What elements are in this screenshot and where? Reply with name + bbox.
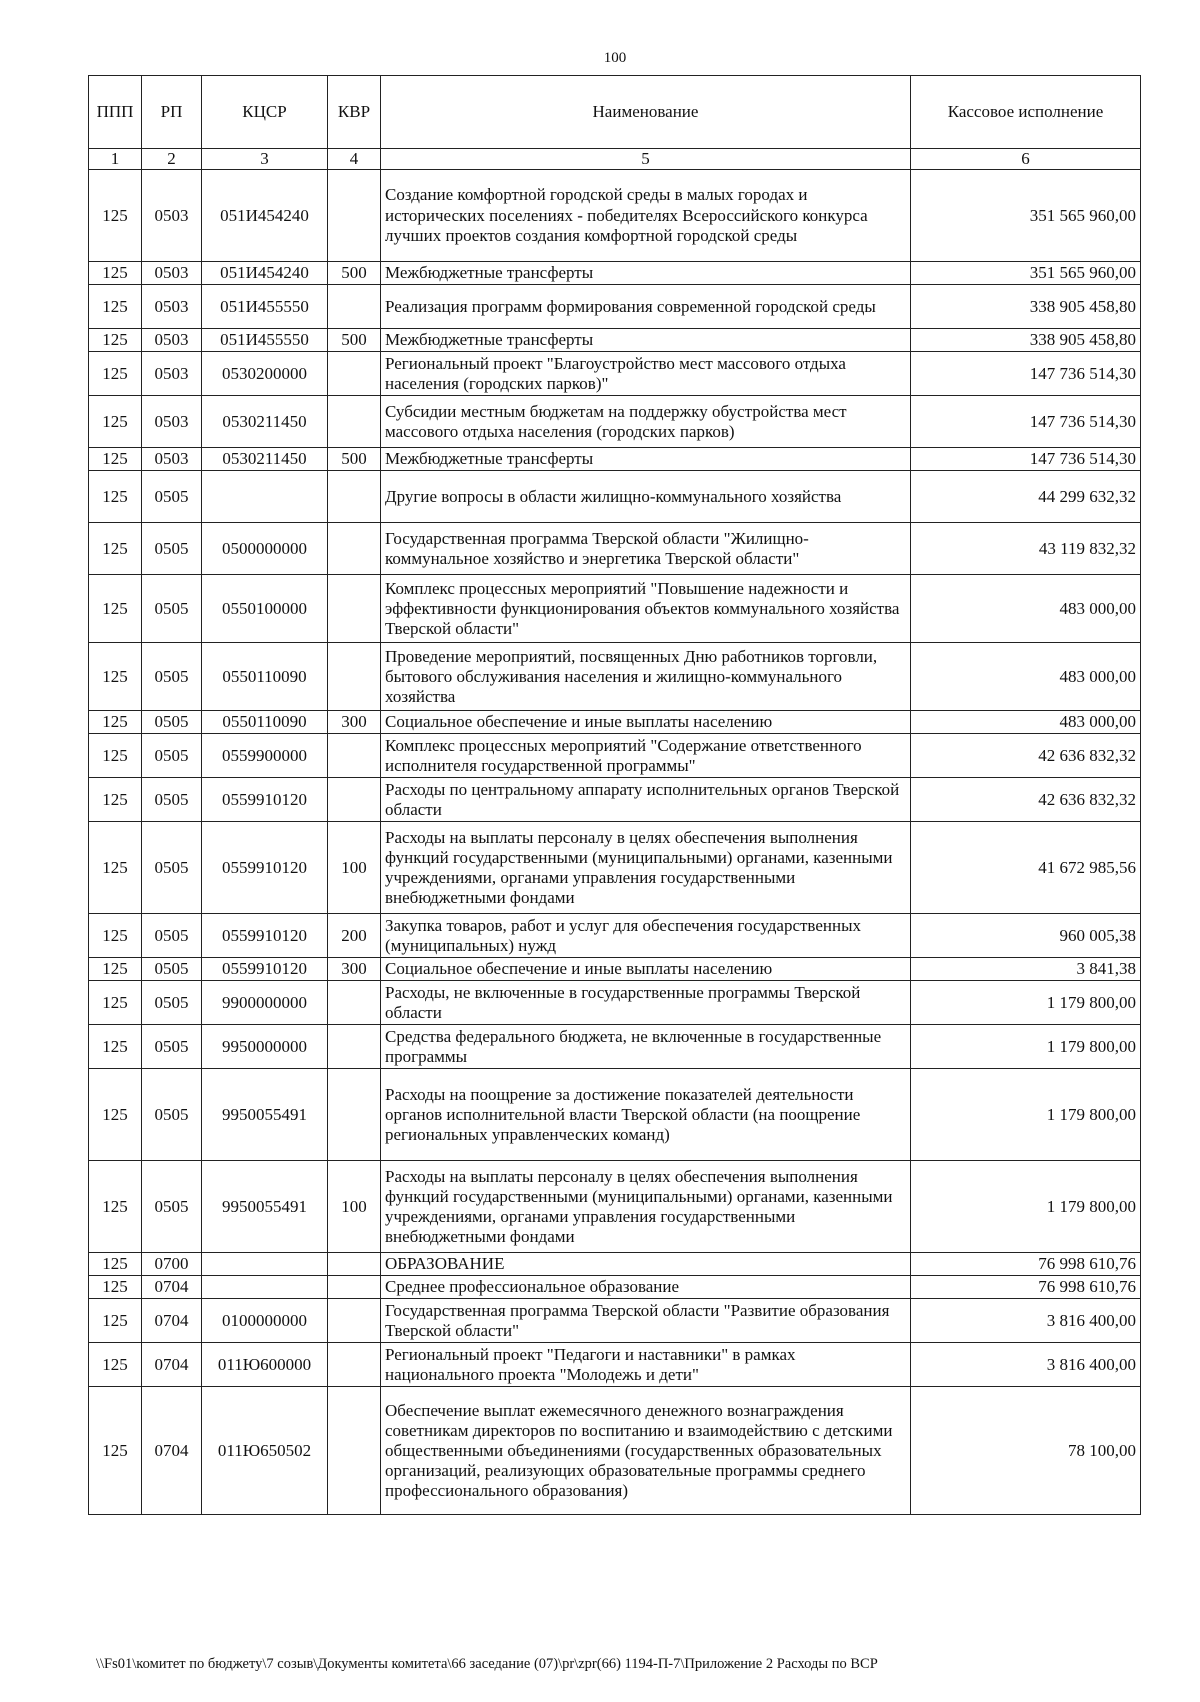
amount-cell: 338 905 458,80: [911, 285, 1141, 329]
ppp-cell: 125: [89, 170, 142, 262]
kvr-cell: [328, 575, 381, 643]
table-row: [89, 170, 1141, 262]
ppp-cell: 125: [89, 1387, 142, 1515]
rp-cell: 0700: [142, 1253, 202, 1276]
amount-cell: 338 905 458,80: [911, 329, 1141, 352]
amount-cell: 147 736 514,30: [911, 396, 1141, 448]
name-cell: Расходы на выплаты персоналу в целях обеспечения выполнения функций государственными (муниципальными) органами, казенными учреждениями, органами управления государственными внебюджетными фондами: [381, 822, 911, 914]
rp-cell: 0503: [142, 396, 202, 448]
table-row: [89, 1161, 1141, 1253]
kvr-cell: [328, 1276, 381, 1299]
amount-cell: 1 179 800,00: [911, 981, 1141, 1025]
kcsr-cell: [202, 1276, 328, 1299]
rp-cell: 0704: [142, 1387, 202, 1515]
table-row: [89, 448, 1141, 471]
kvr-cell: 500: [328, 262, 381, 285]
column-number: 4: [328, 149, 381, 170]
rp-cell: 0503: [142, 329, 202, 352]
name-cell: Создание комфортной городской среды в малых городах и исторических поселениях - победителях Всероссийского конкурса лучших проектов создания комфортной городской среды: [381, 170, 911, 262]
ppp-cell: 125: [89, 981, 142, 1025]
amount-cell: 41 672 985,56: [911, 822, 1141, 914]
table-row: [89, 471, 1141, 523]
name-cell: Региональный проект "Педагоги и наставники" в рамках национального проекта "Молодежь и дети": [381, 1343, 911, 1387]
table-row: [89, 352, 1141, 396]
kcsr-cell: [202, 471, 328, 523]
amount-cell: 43 119 832,32: [911, 523, 1141, 575]
name-cell: Расходы, не включенные в государственные программы Тверской области: [381, 981, 911, 1025]
ppp-cell: 125: [89, 914, 142, 958]
kvr-cell: 200: [328, 914, 381, 958]
ppp-cell: 125: [89, 523, 142, 575]
kvr-cell: [328, 1025, 381, 1069]
kcsr-cell: 0500000000: [202, 523, 328, 575]
ppp-cell: 125: [89, 448, 142, 471]
column-number: 5: [381, 149, 911, 170]
rp-cell: 0503: [142, 170, 202, 262]
rp-cell: 0505: [142, 471, 202, 523]
table-row: [89, 1343, 1141, 1387]
name-cell: Другие вопросы в области жилищно-коммунального хозяйства: [381, 471, 911, 523]
rp-cell: 0704: [142, 1276, 202, 1299]
table-row: [89, 285, 1141, 329]
kvr-cell: [328, 523, 381, 575]
table-row: [89, 1069, 1141, 1161]
rp-cell: 0704: [142, 1299, 202, 1343]
column-number: 3: [202, 149, 328, 170]
ppp-cell: 125: [89, 575, 142, 643]
kcsr-cell: 0550110090: [202, 643, 328, 711]
expenditure-table: [88, 75, 1141, 1515]
amount-cell: 960 005,38: [911, 914, 1141, 958]
table-row: [89, 643, 1141, 711]
table-row: [89, 914, 1141, 958]
name-cell: Реализация программ формирования современной городской среды: [381, 285, 911, 329]
name-cell: Межбюджетные трансферты: [381, 262, 911, 285]
kcsr-cell: 0530211450: [202, 396, 328, 448]
header-cash-execution: Кассовое исполнение: [911, 76, 1141, 149]
header-name: Наименование: [381, 76, 911, 149]
rp-cell: 0503: [142, 285, 202, 329]
name-cell: Среднее профессиональное образование: [381, 1276, 911, 1299]
kvr-cell: 100: [328, 822, 381, 914]
table-row: [89, 1299, 1141, 1343]
name-cell: Комплекс процессных мероприятий "Содержание ответственного исполнителя государственной программы": [381, 734, 911, 778]
kcsr-cell: 0559910120: [202, 958, 328, 981]
table-row: [89, 396, 1141, 448]
footer-file-path: \\Fs01\комитет по бюджету\7 созыв\Документы комитета\66 заседание (07)\pr\zpr(66) 1194-П-7\Приложение 2 Расходы по ВСР: [96, 1656, 878, 1672]
column-number: 2: [142, 149, 202, 170]
ppp-cell: 125: [89, 1276, 142, 1299]
kcsr-cell: 051И455550: [202, 329, 328, 352]
amount-cell: 483 000,00: [911, 575, 1141, 643]
amount-cell: 483 000,00: [911, 711, 1141, 734]
amount-cell: 1 179 800,00: [911, 1025, 1141, 1069]
kvr-cell: 100: [328, 1161, 381, 1253]
ppp-cell: 125: [89, 1025, 142, 1069]
kvr-cell: [328, 981, 381, 1025]
column-number: 6: [911, 149, 1141, 170]
kcsr-cell: 011Ю650502: [202, 1387, 328, 1515]
name-cell: Социальное обеспечение и иные выплаты населению: [381, 958, 911, 981]
column-number-row: [89, 149, 1141, 170]
kvr-cell: [328, 778, 381, 822]
table-row: [89, 262, 1141, 285]
kvr-cell: [328, 285, 381, 329]
table-row: [89, 711, 1141, 734]
amount-cell: 42 636 832,32: [911, 778, 1141, 822]
table-row: [89, 778, 1141, 822]
name-cell: Проведение мероприятий, посвященных Дню работников торговли, бытового обслуживания населения и жилищно-коммунального хозяйства: [381, 643, 911, 711]
name-cell: Региональный проект "Благоустройство мест массового отдыха населения (городских парков)": [381, 352, 911, 396]
page-number: 100: [603, 50, 627, 66]
kvr-cell: [328, 1253, 381, 1276]
kcsr-cell: 0530211450: [202, 448, 328, 471]
kcsr-cell: 0550100000: [202, 575, 328, 643]
rp-cell: 0503: [142, 448, 202, 471]
ppp-cell: 125: [89, 958, 142, 981]
kcsr-cell: 9950055491: [202, 1161, 328, 1253]
kcsr-cell: 0559910120: [202, 822, 328, 914]
kcsr-cell: 9900000000: [202, 981, 328, 1025]
ppp-cell: 125: [89, 285, 142, 329]
kvr-cell: [328, 471, 381, 523]
kvr-cell: 300: [328, 958, 381, 981]
name-cell: Расходы по центральному аппарату исполнительных органов Тверской области: [381, 778, 911, 822]
kcsr-cell: 9950055491: [202, 1069, 328, 1161]
amount-cell: 483 000,00: [911, 643, 1141, 711]
header-rp: РП: [142, 76, 202, 149]
ppp-cell: 125: [89, 1343, 142, 1387]
rp-cell: 0505: [142, 1069, 202, 1161]
name-cell: Государственная программа Тверской области "Развитие образования Тверской области": [381, 1299, 911, 1343]
ppp-cell: 125: [89, 1253, 142, 1276]
ppp-cell: 125: [89, 262, 142, 285]
kcsr-cell: 0559900000: [202, 734, 328, 778]
kcsr-cell: 011Ю600000: [202, 1343, 328, 1387]
name-cell: ОБРАЗОВАНИЕ: [381, 1253, 911, 1276]
kcsr-cell: 0550110090: [202, 711, 328, 734]
ppp-cell: 125: [89, 1161, 142, 1253]
name-cell: Закупка товаров, работ и услуг для обеспечения государственных (муниципальных) нужд: [381, 914, 911, 958]
kcsr-cell: 9950000000: [202, 1025, 328, 1069]
ppp-cell: 125: [89, 822, 142, 914]
kvr-cell: [328, 1069, 381, 1161]
header-row: [89, 76, 1141, 149]
amount-cell: 351 565 960,00: [911, 170, 1141, 262]
kcsr-cell: 051И455550: [202, 285, 328, 329]
amount-cell: 44 299 632,32: [911, 471, 1141, 523]
name-cell: Средства федерального бюджета, не включенные в государственные программы: [381, 1025, 911, 1069]
amount-cell: 76 998 610,76: [911, 1253, 1141, 1276]
table-row: [89, 1276, 1141, 1299]
kvr-cell: [328, 643, 381, 711]
table-row: [89, 575, 1141, 643]
amount-cell: 1 179 800,00: [911, 1161, 1141, 1253]
amount-cell: 147 736 514,30: [911, 448, 1141, 471]
table-row: [89, 329, 1141, 352]
table-row: [89, 822, 1141, 914]
ppp-cell: 125: [89, 643, 142, 711]
amount-cell: 42 636 832,32: [911, 734, 1141, 778]
header-ppp: ППП: [89, 76, 142, 149]
header-kvr: КВР: [328, 76, 381, 149]
kcsr-cell: 0100000000: [202, 1299, 328, 1343]
name-cell: Государственная программа Тверской области "Жилищно-коммунальное хозяйство и энергетика Тверской области": [381, 523, 911, 575]
rp-cell: 0505: [142, 822, 202, 914]
amount-cell: 76 998 610,76: [911, 1276, 1141, 1299]
table-row: [89, 1387, 1141, 1515]
table-row: [89, 958, 1141, 981]
kvr-cell: [328, 734, 381, 778]
name-cell: Комплекс процессных мероприятий "Повышение надежности и эффективности функционирования объектов коммунального хозяйства Тверской области": [381, 575, 911, 643]
kcsr-cell: 0530200000: [202, 352, 328, 396]
kcsr-cell: 0559910120: [202, 778, 328, 822]
rp-cell: 0503: [142, 352, 202, 396]
rp-cell: 0505: [142, 1161, 202, 1253]
rp-cell: 0505: [142, 643, 202, 711]
amount-cell: 3 816 400,00: [911, 1343, 1141, 1387]
name-cell: Межбюджетные трансферты: [381, 329, 911, 352]
ppp-cell: 125: [89, 329, 142, 352]
rp-cell: 0505: [142, 711, 202, 734]
amount-cell: 3 816 400,00: [911, 1299, 1141, 1343]
amount-cell: 1 179 800,00: [911, 1069, 1141, 1161]
ppp-cell: 125: [89, 1069, 142, 1161]
rp-cell: 0505: [142, 981, 202, 1025]
ppp-cell: 125: [89, 734, 142, 778]
amount-cell: 351 565 960,00: [911, 262, 1141, 285]
rp-cell: 0505: [142, 1025, 202, 1069]
column-number: 1: [89, 149, 142, 170]
rp-cell: 0505: [142, 778, 202, 822]
ppp-cell: 125: [89, 396, 142, 448]
amount-cell: 78 100,00: [911, 1387, 1141, 1515]
table-row: [89, 523, 1141, 575]
name-cell: Межбюджетные трансферты: [381, 448, 911, 471]
kvr-cell: [328, 396, 381, 448]
kvr-cell: [328, 1343, 381, 1387]
header-kcsr: КЦСР: [202, 76, 328, 149]
kvr-cell: [328, 1299, 381, 1343]
kcsr-cell: 051И454240: [202, 262, 328, 285]
amount-cell: 147 736 514,30: [911, 352, 1141, 396]
kvr-cell: [328, 352, 381, 396]
kcsr-cell: 051И454240: [202, 170, 328, 262]
ppp-cell: 125: [89, 711, 142, 734]
amount-cell: 3 841,38: [911, 958, 1141, 981]
rp-cell: 0505: [142, 734, 202, 778]
name-cell: Обеспечение выплат ежемесячного денежного вознаграждения советникам директоров по воспитанию и взаимодействию с детскими общественными объединениями (государственных образовательных организаций, реализующих образовательные программы среднего профессионального образования): [381, 1387, 911, 1515]
ppp-cell: 125: [89, 778, 142, 822]
table-row: [89, 981, 1141, 1025]
name-cell: Расходы на выплаты персоналу в целях обеспечения выполнения функций государственными (муниципальными) органами, казенными учреждениями, органами управления государственными внебюджетными фондами: [381, 1161, 911, 1253]
name-cell: Социальное обеспечение и иные выплаты населению: [381, 711, 911, 734]
table-row: [89, 1253, 1141, 1276]
kvr-cell: 500: [328, 448, 381, 471]
name-cell: Расходы на поощрение за достижение показателей деятельности органов исполнительной власти Тверской области (на поощрение региональных управленческих команд): [381, 1069, 911, 1161]
rp-cell: 0505: [142, 914, 202, 958]
rp-cell: 0704: [142, 1343, 202, 1387]
kcsr-cell: [202, 1253, 328, 1276]
ppp-cell: 125: [89, 1299, 142, 1343]
rp-cell: 0505: [142, 958, 202, 981]
kvr-cell: 300: [328, 711, 381, 734]
ppp-cell: 125: [89, 352, 142, 396]
kvr-cell: [328, 1387, 381, 1515]
rp-cell: 0505: [142, 523, 202, 575]
ppp-cell: 125: [89, 471, 142, 523]
kvr-cell: [328, 170, 381, 262]
rp-cell: 0505: [142, 575, 202, 643]
kvr-cell: 500: [328, 329, 381, 352]
name-cell: Субсидии местным бюджетам на поддержку обустройства мест массового отдыха населения (городских парков): [381, 396, 911, 448]
table-row: [89, 734, 1141, 778]
kcsr-cell: 0559910120: [202, 914, 328, 958]
rp-cell: 0503: [142, 262, 202, 285]
table-row: [89, 1025, 1141, 1069]
